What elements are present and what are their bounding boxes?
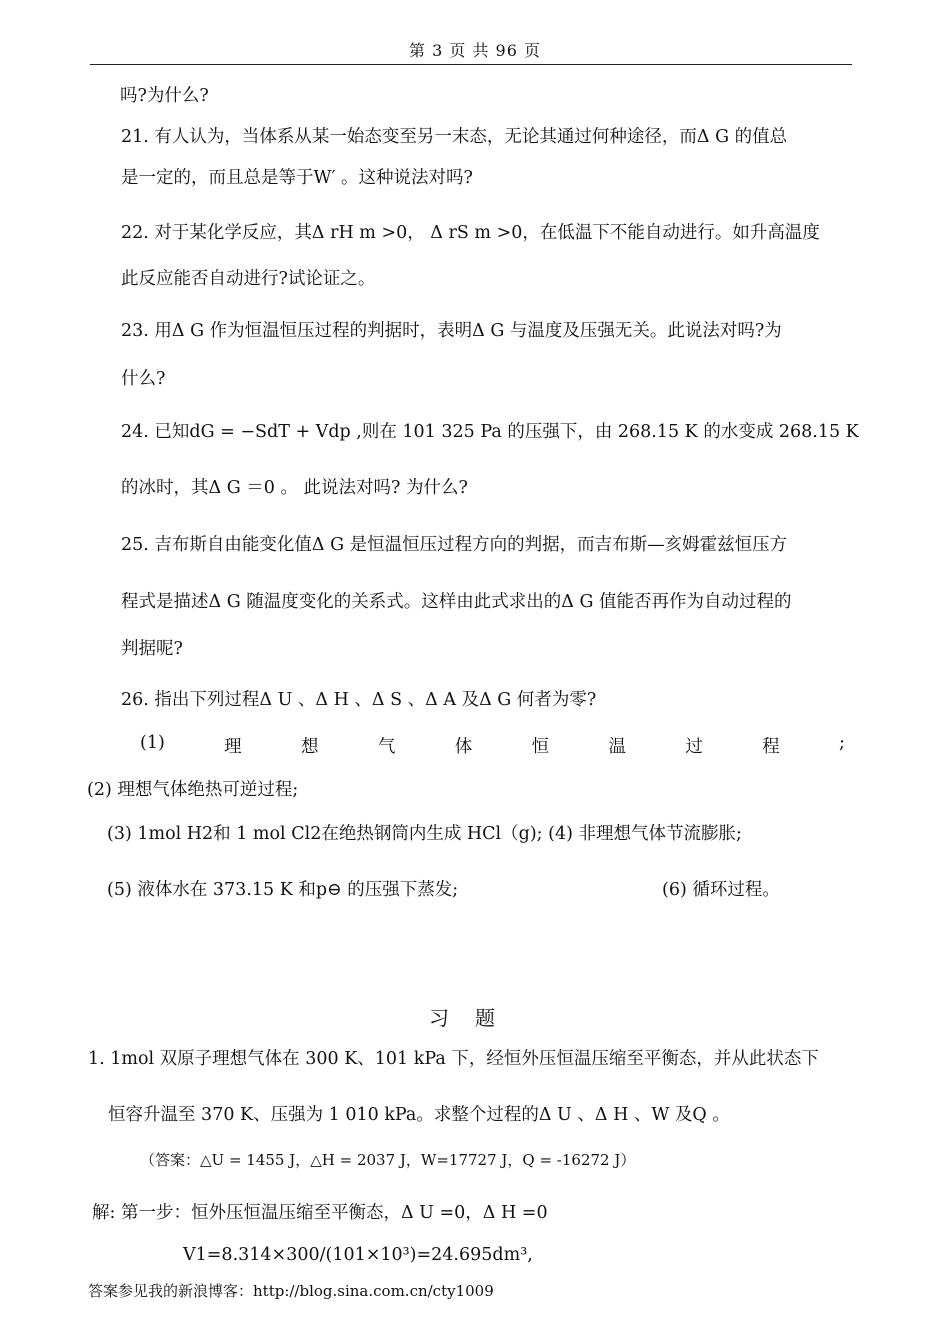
item-1-spread-line <box>140 733 845 758</box>
text-line: (3) 1mol H2和 1 mol Cl2在绝热钢筒内生成 HCl（g); (4) 非理想气体节流膨胀; <box>107 824 742 844</box>
page-header: 第 3 页 共 96 页 <box>409 41 541 60</box>
answer-line: （答案：△U = 1455 J，△H = 2037 J，W=17727 J，Q = -16272 J） <box>140 1151 636 1169</box>
text-line: 此反应能否自动进行?试论证之。 <box>121 269 376 289</box>
formula-line: V1=8.314×300/(101×10³)=24.695dm³, <box>183 1245 533 1265</box>
spread-char: 理 <box>224 737 242 757</box>
spread-char: (1) <box>140 733 165 753</box>
text-line: (5) 液体水在 373.15 K 和p⊖ 的压强下蒸发; <box>107 880 459 900</box>
spread-char: 程 <box>762 737 780 757</box>
text-line: (6) 循环过程。 <box>662 880 780 900</box>
text-line: 程式是描述Δ G 随温度变化的关系式。这样由此式求出的Δ G 值能否再作为自动过程的 <box>121 592 792 612</box>
text-line: 恒容升温至 370 K、压强为 1 010 kPa。求整个过程的Δ U 、Δ H 、W 及Q 。 <box>108 1105 730 1125</box>
exercise-1: 1. 1mol 双原子理想气体在 300 K、101 kPa 下，经恒外压恒温压缩至平衡态，并从此状态下 <box>88 1049 819 1069</box>
text-line: (2) 理想气体绝热可逆过程; <box>87 780 299 800</box>
text-line: 吗?为什么? <box>120 86 209 106</box>
text-line: 的冰时，其Δ G ＝0 。 此说法对吗? 为什么? <box>121 478 468 498</box>
question-26: 26. 指出下列过程Δ U 、Δ H 、Δ S 、Δ A 及Δ G 何者为零? <box>121 690 597 710</box>
spread-char: 体 <box>454 737 473 757</box>
section-title: 习题 <box>429 1006 521 1030</box>
question-22: 22. 对于某化学反应，其Δ rH m >0， Δ rS m >0，在低温下不能自动进行。如升高温度 <box>121 223 820 243</box>
text-line: 什么? <box>121 369 166 389</box>
spread-char: ; <box>839 733 845 753</box>
question-23: 23. 用Δ G 作为恒温恒压过程的判据时，表明Δ G 与温度及压强无关。此说法对吗?为 <box>121 321 782 341</box>
question-25: 25. 吉布斯自由能变化值Δ G 是恒温恒压过程方向的判据，而吉布斯—亥姆霍兹恒压方 <box>121 535 788 555</box>
solution-line: 解: 第一步：恒外压恒温压缩至平衡态，Δ U =0，Δ H =0 <box>92 1203 548 1223</box>
spread-char: 恒 <box>531 737 550 757</box>
question-21: 21. 有人认为，当体系从某一始态变至另一末态，无论其通过何种途径，而Δ G 的值总 <box>121 127 788 147</box>
spread-char: 温 <box>608 737 626 757</box>
text-line: 判据呢? <box>121 639 183 659</box>
header-rule <box>90 64 852 65</box>
spread-char: 想 <box>301 737 319 757</box>
text-line: 是一定的，而且总是等于W′ 。这种说法对吗? <box>121 168 473 188</box>
footer-note: 答案参见我的新浪博客：http://blog.sina.com.cn/cty1009 <box>88 1282 494 1300</box>
spread-char: 气 <box>377 737 396 757</box>
spread-char: 过 <box>685 737 703 757</box>
question-24: 24. 已知dG = −SdT + Vdp ,则在 101 325 Pa 的压强下，由 268.15 K 的水变成 268.15 K <box>121 422 859 442</box>
